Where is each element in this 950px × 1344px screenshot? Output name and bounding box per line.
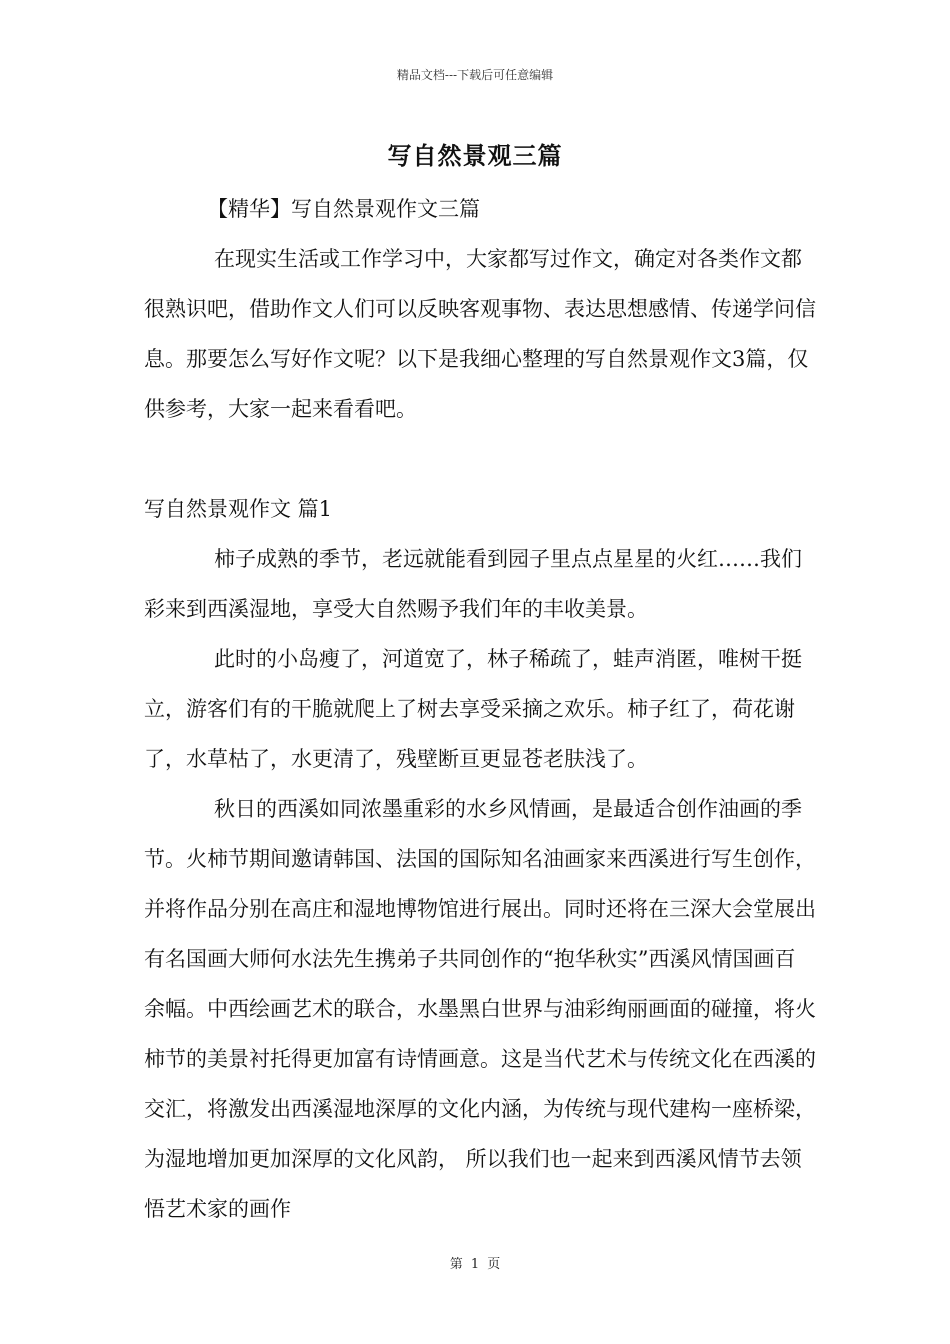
section-heading: 写自然景观作文 篇1 [144,497,333,521]
document-body [144,184,816,1234]
page-header: 精品文档---下载后可任意编辑 [396,68,554,82]
intro-paragraph: 在现实生活或工作学习中，大家都写过作文，确定对各类作文都很熟识吧，借助作文人们可以反映客观事物、表达思想感情、传递学问信息。那要怎么写好作文呢？以下是我细心整理的写自然景观作文3篇，仅供参考，大家一起来看看吧。 [144,247,816,421]
body-paragraph: 秋日的西溪如同浓墨重彩的水乡风情画，是最适合创作油画的季节。火柿节期间邀请韩国、法国的国际知名油画家来西溪进行写生创作，并将作品分别在高庄和湿地博物馆进行展出。同时还将在三深大会堂展出有名国画大师何水法先生携弟子共同创作的“抱华秋实”西溪风情国画百余幅。中西绘画艺术的联合，水墨黑白世界与油彩绚丽画面的碰撞，将火柿节的美景衬托得更加富有诗情画意。这是当代艺术与传统文化在西溪的交汇，将激发出西溪湿地深厚的文化内涵，为传统与现代建构一座桥梁，为湿地增加更加深厚的文化风韵， 所以我们也一起来到西溪风情节去领悟艺术家的画作 [144,797,816,1221]
body-paragraph: 柿子成熟的季节，老远就能看到园子里点点星星的火红……我们彩来到西溪湿地，享受大自然赐予我们年的丰收美景。 [144,547,802,621]
page-number: 第 1 页 [449,1257,501,1272]
document-title: 写自然景观三篇 [387,141,563,170]
body-paragraph: 此时的小岛瘦了，河道宽了，林子稀疏了，蛙声消匿，唯树干挺立，游客们有的干脆就爬上了树去享受采摘之欢乐。柿子红了，荷花谢了，水草枯了，水更清了，残壁断亘更显苍老肤浅了。 [144,647,802,771]
document-subtitle: 【精华】写自然景观作文三篇 [207,197,480,221]
